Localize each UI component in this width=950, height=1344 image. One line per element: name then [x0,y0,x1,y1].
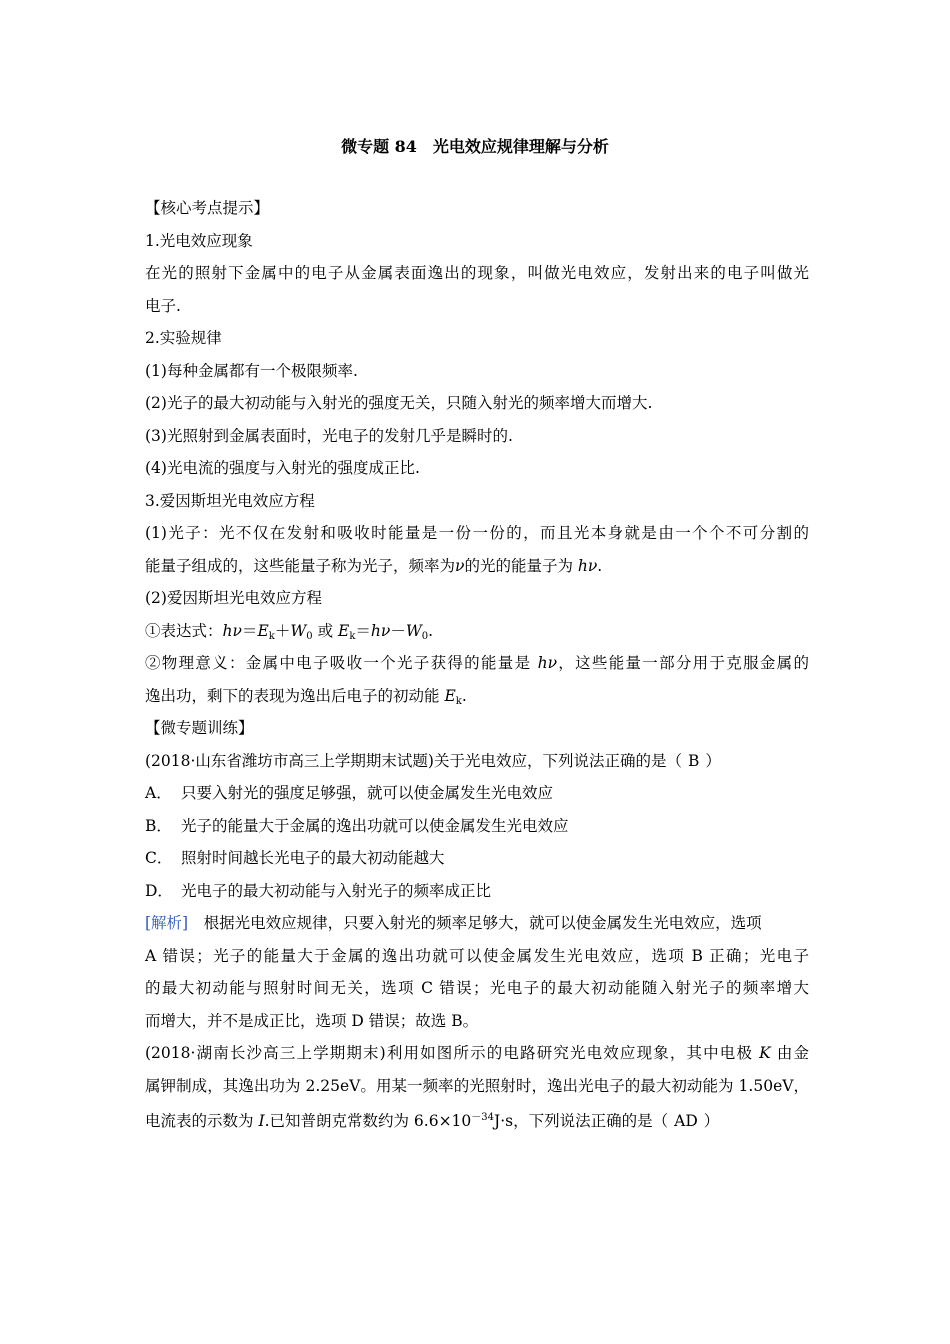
rule-item-3: (3)光照射到金属表面时，光电子的发射几乎是瞬时的. [145,426,513,445]
math-operator: ＝ [241,621,258,640]
math-E: E [444,686,456,705]
page-title: 微专题 84 光电效应规律理解与分析 [341,137,609,156]
analysis-line1 [145,907,809,940]
option-letter: B． [145,816,172,835]
option-letter: A． [145,784,172,802]
text-span: . [597,556,603,575]
analysis-line2: A 错误；光子的能量大于金属的逸出功就可以使金属发生光电效应，选项 B 正确；光电子 [145,946,809,965]
text-span: 根据光电效应规律，只要入射光的频率足够大，就可以使金属发生光电效应，选项 [188,914,762,932]
section-heading-training: 【微专题训练】 [145,719,254,737]
option-letter: D． [145,881,173,900]
option-d [145,875,809,908]
rule-item-1: (1)每种金属都有一个极限频率. [145,361,358,380]
document-body [145,192,809,1135]
answer-choice: AD [674,1112,698,1130]
math-subscript: k [455,695,462,707]
analysis-line3: 的最大初动能与照射时间无关，选项 C 错误；光电子的最大初动能随入射光子的频率增大 [145,979,809,997]
equation-heading: (2)爱因斯坦光电效应方程 [145,589,322,607]
text-span: . [428,621,434,640]
text-span: ） [703,1112,720,1130]
option-a [145,777,809,810]
paragraph-definition-line2: 电子. [145,296,181,315]
answer-choice: B [687,751,700,770]
analysis-tag: [解析] [145,914,189,932]
question-2-line2: 属钾制成，其逸出功为 2.25eV。用某一频率的光照射时，逸出光电子的最大初动能为 1.50eV， [145,1076,809,1095]
text-span: (2018·山东省潍坊市高三上学期期末试题)关于光电效应，下列说法正确的是（ [145,751,682,770]
text-span: 或 [312,621,339,640]
text-span: 电流表的示数为 [145,1112,259,1130]
section-heading-hints: 【核心考点提示】 [145,199,270,217]
math-nu: ν [455,556,465,575]
option-text: 照射时间越长光电子的最大初动能越大 [181,849,445,867]
photon-paragraph-line2 [145,550,809,583]
text-span: 能量子组成的，这些能量子称为光子，频率为 [145,556,456,575]
heading-experimental-rules: 2.实验规律 [145,329,222,347]
text-span: ①表达式： [145,621,223,640]
option-letter: C． [145,849,173,867]
option-text: 光电子的最大初动能与入射光子的频率成正比 [181,881,492,900]
question-2-line3 [145,1102,809,1135]
math-operator: ＋ [274,621,291,640]
question-1-stem [145,745,809,778]
heading-einstein-equation: 3.爱因斯坦光电效应方程 [145,491,315,510]
math-E: E [338,621,350,640]
rule-item-4: (4)光电流的强度与入射光的强度成正比. [145,459,420,477]
text-span: ，这些能量一部分用于克服金属的 [557,654,809,672]
rule-item-2: (2)光子的最大初动能与入射光的强度无关，只随入射光的频率增大而增大. [145,394,653,412]
text-span: ） [705,751,721,770]
math-W: W [290,621,307,640]
math-superscript: －34 [471,1112,495,1123]
question-2-line1 [145,1037,809,1070]
math-h-nu: hν [537,654,557,672]
math-I: I [258,1112,265,1130]
equation-expression [145,615,809,648]
math-operator: ＝ [355,621,371,640]
text-span: J·s，下列说法正确的是（ [494,1112,669,1130]
option-b [145,810,809,843]
text-span: 由金 [770,1044,809,1062]
heading-photoelectric-effect: 1.光电效应现象 [145,231,253,250]
math-operator: － [390,621,406,640]
photon-paragraph-line1: (1)光子：光不仅在发射和吸收时能量是一份一份的，而且光本身就是由一个个不可分割的 [145,524,809,542]
math-subscript: 0 [421,630,429,642]
text-span: 的光的能量子为 [464,556,578,575]
option-text: 光子的能量大于金属的逸出功就可以使金属发生光电效应 [181,816,569,835]
math-K: K [759,1044,771,1062]
math-h-nu: hν [370,621,391,640]
physical-meaning-line1 [145,647,809,680]
text-span: . [461,686,467,705]
math-h-nu: hν [577,556,598,575]
math-subscript: k [349,630,356,642]
physical-meaning-line2 [145,680,809,713]
math-h-nu: hν [222,621,242,640]
text-span: ②物理意义：金属中电子吸收一个光子获得的能量是 [145,654,538,672]
option-c [145,842,809,875]
math-subscript: k [268,630,275,642]
option-text: 只要入射光的强度足够强，就可以使金属发生光电效应 [181,784,554,802]
text-span: .已知普朗克常数约为 6.6×10 [264,1112,472,1130]
math-E: E [257,621,269,640]
math-subscript: 0 [306,630,313,642]
text-span: (2018·湖南长沙高三上学期期末)利用如图所示的电路研究光电效应现象，其中电极 [145,1044,760,1062]
analysis-line4: 而增大，并不是成正比，选项 D 错误；故选 B。 [145,1011,479,1030]
paragraph-definition-line1: 在光的照射下金属中的电子从金属表面逸出的现象，叫做光电效应，发射出来的电子叫做光 [145,264,809,282]
math-W: W [405,621,422,640]
text-span: 逸出功，剩下的表现为逸出后电子的初动能 [145,686,445,705]
